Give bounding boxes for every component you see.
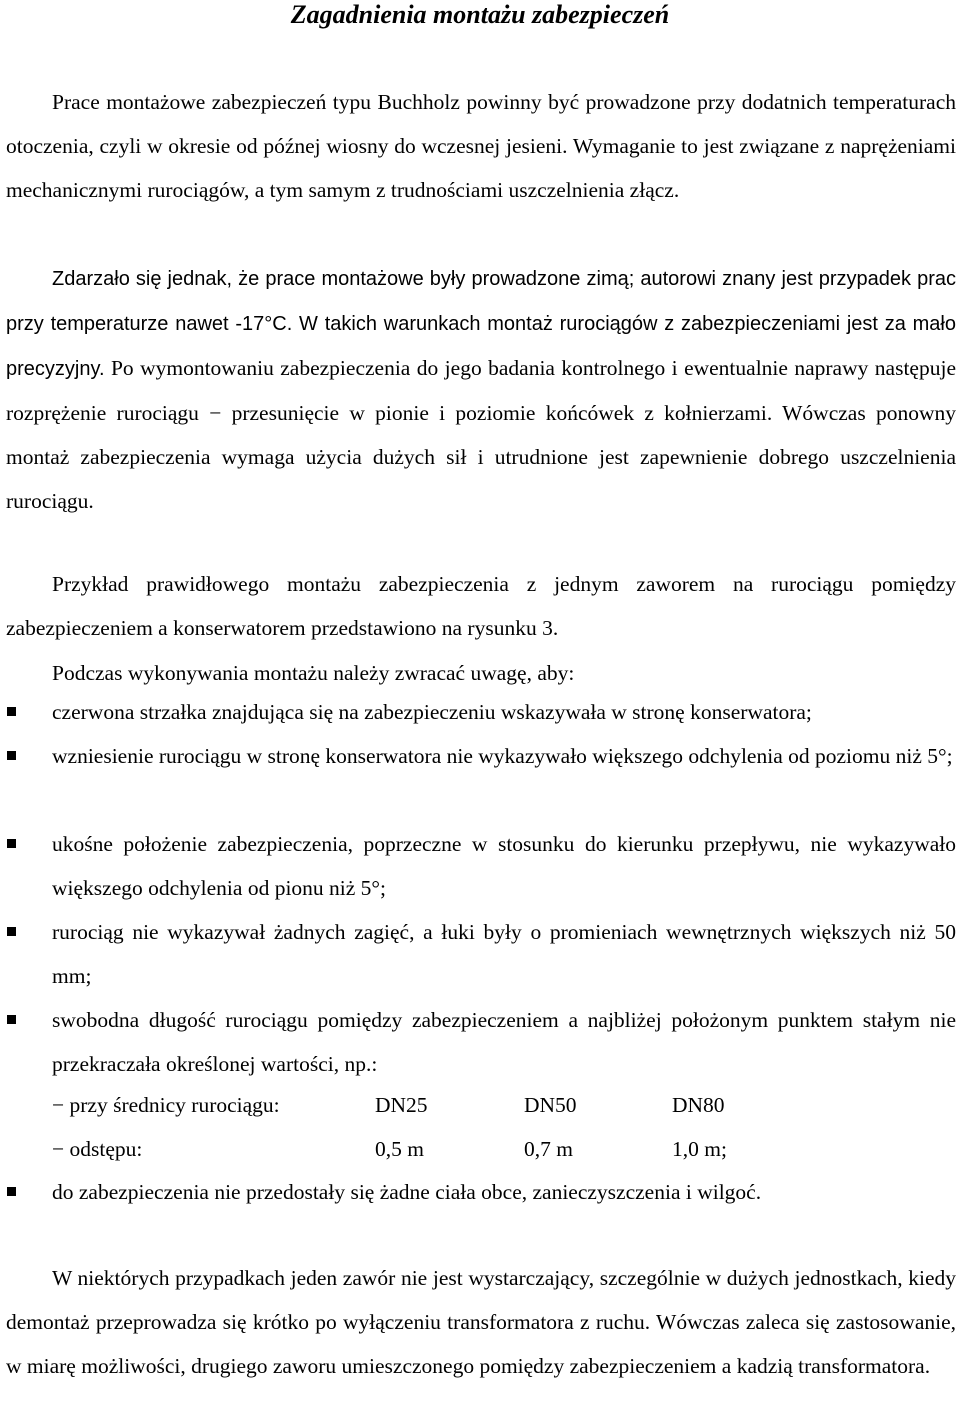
paragraph-1-text: Prace montażowe zabezpieczeń typu Buchholz powinny być prowadzone przy dodatnich temperaturach otoczenia, czyli w okresie od późnej wiosny do wczesnej jesieni. Wymaganie to jest związane z naprężeniami mechanicznymi rurociągów, a tym samym z trudnościami uszczelnienia złącz.	[6, 90, 956, 202]
paragraph-1	[6, 80, 956, 212]
list-intro-text: Podczas wykonywania montażu należy zwracać uwagę, aby:	[52, 661, 575, 685]
list-item-text: do zabezpieczenia nie przedostały się żadne ciała obce, zanieczyszczenia i wilgoć.	[52, 1180, 762, 1204]
bullet-icon	[7, 927, 16, 936]
table-cell: DN25	[375, 1093, 428, 1117]
paragraph-5	[6, 1256, 956, 1388]
bullet-icon	[7, 751, 16, 760]
table-cell: 0,7 m	[524, 1137, 573, 1161]
list-item-text: swobodna długość rurociągu pomiędzy zabezpieczeniem a najbliżej położonym punktem stałym nie przekraczała określonej wartości, np.:	[52, 1008, 956, 1076]
table-label: − odstępu:	[52, 1137, 143, 1161]
paragraph-2-sans-text: Zdarzało się jednak, że prace montażowe były prowadzone zimą; autorowi znany jest przypadek prac przy temperaturze nawet -17°C. W takich warunkach montaż rurociągów z zabezpieczeniami jest za mało precyzyjny.	[6, 268, 956, 380]
paragraph-5-text: W niektórych przypadkach jeden zawór nie jest wystarczający, szczególnie w dużych jednostkach, kiedy demontaż przeprowadza się krótko po wyłączeniu transformatora z ruchu. Wówczas zaleca się zastosowanie, w miarę możliwości, drugiego zaworu umieszczonego pomiędzy zabezpieczeniem a kadzią transformatora.	[6, 1266, 956, 1378]
table-cell: 0,5 m	[375, 1137, 424, 1161]
bullet-icon	[7, 1015, 16, 1024]
table-cell: 1,0 m;	[672, 1137, 727, 1161]
table-cell: DN50	[524, 1093, 577, 1117]
list-intro	[6, 658, 956, 688]
paragraph-3	[6, 562, 956, 650]
list-item-text: rurociąg nie wykazywał żadnych zagięć, a łuki były o promieniach wewnętrznych większych niż 50 mm;	[52, 920, 956, 988]
list-item-text: czerwona strzałka znajdująca się na zabezpieczeniu wskazywała w stronę konserwatora;	[52, 700, 812, 724]
paragraph-2-serif-text: Po wymontowaniu zabezpieczenia do jego badania kontrolnego i ewentualnie naprawy następuje rozprężenie rurociągu − przesunięcie w pionie i poziomie końcówek z kołnierzami. Wówczas ponowny montaż zabezpieczenia wymaga użycia dużych sił i utrudnione jest zapewnienie dobrego uszczelnienia rurociągu.	[6, 356, 956, 513]
list-item-text: ukośne położenie zabezpieczenia, poprzeczne w stosunku do kierunku przepływu, nie wykazywało większego odchylenia od pionu niż 5°;	[52, 832, 956, 900]
document-title: Zagadnienia montażu zabezpieczeń	[290, 0, 670, 29]
table-label: − przy średnicy rurociągu:	[52, 1093, 280, 1117]
table-cell: DN80	[672, 1093, 725, 1117]
paragraph-2	[6, 256, 956, 523]
bullet-icon	[7, 1187, 16, 1196]
bullet-icon	[7, 839, 16, 848]
paragraph-3-text: Przykład prawidłowego montażu zabezpieczenia z jednym zaworem na rurociągu pomiędzy zabezpieczeniem a konserwatorem przedstawiono na rysunku 3.	[6, 572, 956, 640]
list-item-text: wzniesienie rurociągu w stronę konserwatora nie wykazywało większego odchylenia od poziomu niż 5°;	[52, 744, 953, 768]
bullet-icon	[7, 707, 16, 716]
